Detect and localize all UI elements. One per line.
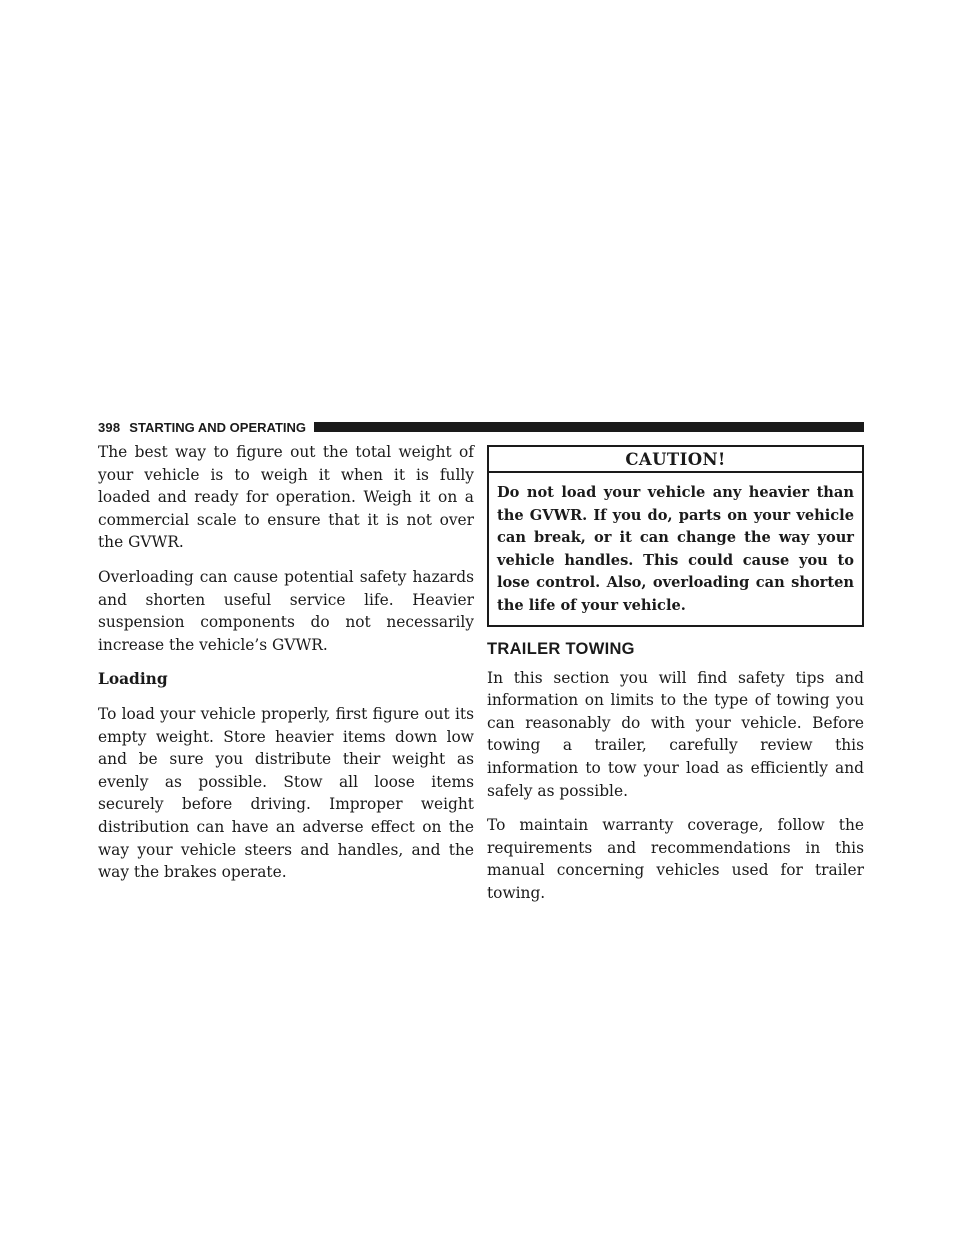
paragraph-overloading: Overloading can cause potential safety hazards and shorten useful service life. Heavier suspension components do not necessarily increase the vehicle’s GVWR.	[98, 567, 474, 654]
page-header	[98, 419, 864, 435]
left-column	[98, 441, 474, 896]
paragraph-towing-intro: In this section you will find safety tips and information on limits to the type of towing you can reasonably do with your vehicle. Before towing a trailer, carefully review this information to tow your load as efficiently and safely as possible.	[487, 668, 864, 800]
right-column	[487, 445, 864, 917]
paragraph-loading: To load your vehicle properly, first figure out its empty weight. Store heavier items down low and be sure you distribute their weight as evenly as possible. Stow all loose items securely before driving. Improper weight distribution can have an adverse effect on the way your vehicle steers and handles, and the way the brakes operate.	[98, 704, 474, 882]
header-rule	[314, 422, 864, 432]
caution-box	[487, 445, 864, 627]
paragraph-weigh-vehicle: The best way to figure out the total weight of your vehicle is to weigh it when it is fully loaded and ready for operation. Weigh it on a commercial scale to ensure that it is not over the GVWR.	[98, 443, 474, 552]
trailer-towing-heading: TRAILER TOWING	[487, 639, 635, 658]
loading-heading: Loading	[98, 670, 168, 689]
caution-text: Do not load your vehicle any heavier than the GVWR. If you do, parts on your vehicle can break, or it can change the way your vehicle handles. This could cause you to lose control. Also, overloading can shorten the life of your vehicle.	[497, 484, 854, 614]
caution-title: CAUTION!	[489, 447, 862, 473]
page-number: 398	[98, 419, 121, 435]
section-title-header: STARTING AND OPERATING	[129, 419, 306, 435]
paragraph-warranty: To maintain warranty coverage, follow the requirements and recommendations in this manual concerning vehicles used for trailer towing.	[487, 816, 864, 902]
